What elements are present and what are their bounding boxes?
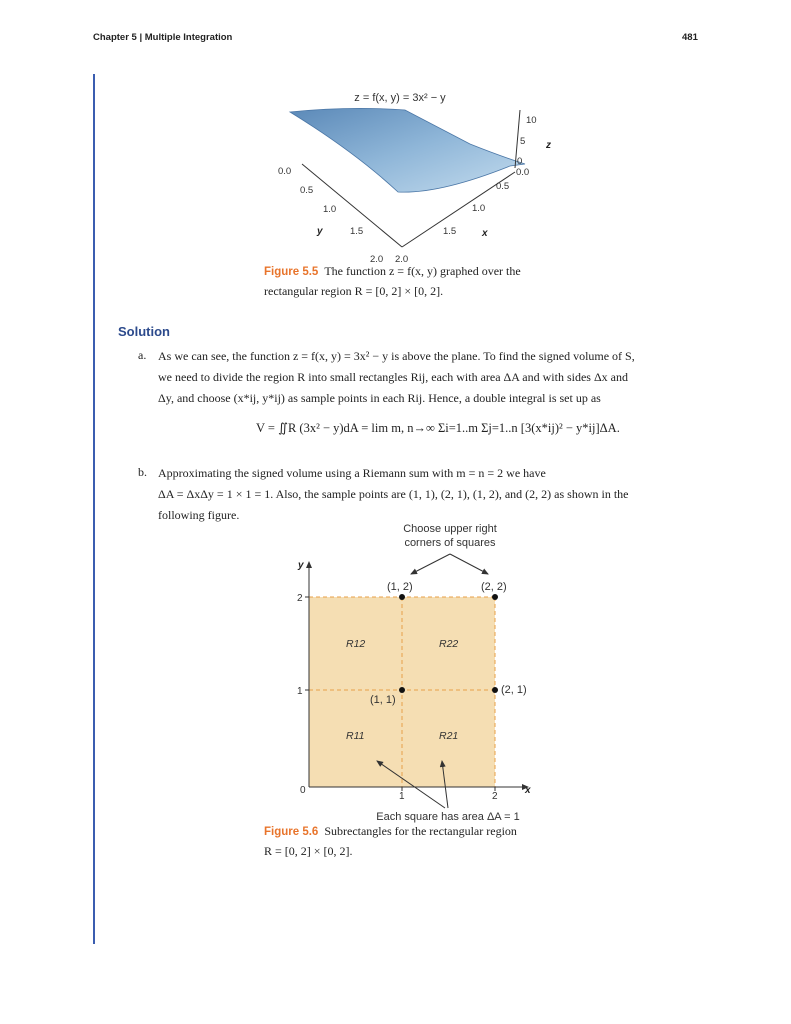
top-note-line: corners of squares (404, 537, 496, 549)
page-number: 481 (682, 32, 698, 43)
y-tick-label: 1 (297, 686, 303, 697)
region-label-r21: R21 (439, 730, 459, 742)
x-tick-label: 1 (399, 791, 405, 802)
x-tick: 1.0 (472, 203, 486, 214)
y-tick-label: 0 (300, 785, 306, 796)
top-note-line: Choose upper right (403, 523, 497, 535)
z-tick: 5 (520, 136, 526, 147)
x-axis-label: x (482, 228, 488, 239)
list-marker-b: b. (138, 465, 147, 479)
text-line: ΔA = ΔxΔy = 1 × 1 = 1. Also, the sample points are (1, 1), (2, 1), (1, 2), and (2, 2) as shown in the (158, 487, 629, 501)
y-axis-label: y (298, 560, 304, 571)
point-label-2-2: (2, 2) (481, 581, 507, 593)
figure-5-5-caption (264, 262, 521, 301)
surface-shape (290, 108, 525, 192)
point-label-1-1: (1, 1) (370, 694, 396, 706)
sample-point (492, 594, 498, 600)
x-tick: 2.0 (395, 254, 409, 264)
region-label-r11: R11 (346, 730, 365, 742)
subrectangle-figure (280, 518, 550, 824)
pointer-arrow (411, 554, 450, 574)
x-axis-label: x (525, 785, 531, 796)
figure-5-6-caption (264, 822, 517, 861)
z-tick: 0 (517, 156, 523, 167)
text-line: As we can see, the function z = f(x, y) = 3x² − y is above the plane. To find the signed volume of S, (158, 349, 635, 363)
pointer-arrow (450, 554, 488, 574)
surface-plot (270, 82, 560, 264)
text-line: we need to divide the region R into small rectangles Rij, each with area ΔA and with sides Δx and (158, 370, 628, 384)
margin-rule (93, 74, 95, 944)
list-marker-a: a. (138, 348, 147, 362)
region-label-r12: R12 (346, 638, 366, 650)
double-integral-equation: V = ∬R (3x² − y)dA = lim m, n→∞ Σi=1..m Σj=1..n [3(x*ij)² − y*ij]ΔA. (256, 421, 620, 435)
figure-5-5-label: Figure 5.5 (264, 266, 319, 278)
y-tick: 2.0 (370, 254, 384, 264)
point-label-1-2: (1, 2) (387, 581, 413, 593)
y-tick: 1.0 (323, 204, 337, 215)
solution-part-b (158, 463, 674, 526)
z-axis-label: z (546, 140, 551, 151)
text-line: Δy, and choose (x*ij, y*ij) as sample points in each Rij. Hence, a double integral is set up as (158, 391, 601, 405)
solution-heading: Solution (118, 324, 170, 339)
x-tick: 0.0 (516, 167, 530, 178)
text-line: following figure. (158, 508, 240, 522)
y-tick: 0.0 (278, 166, 292, 177)
text-line: Approximating the signed volume using a Riemann sum with m = n = 2 we have (158, 466, 546, 480)
sample-point (399, 687, 405, 693)
caption-line: rectangular region R = [0, 2] × [0, 2]. (264, 284, 444, 298)
z-tick: 10 (526, 115, 537, 126)
caption-line: Subrectangles for the rectangular region (324, 824, 517, 838)
bottom-note: Each square has area ΔA = 1 (376, 811, 520, 823)
caption-line: R = [0, 2] × [0, 2]. (264, 844, 353, 858)
x-tick-label: 2 (492, 791, 498, 802)
x-tick: 0.5 (496, 181, 510, 192)
figure-5-6-label: Figure 5.6 (264, 826, 319, 838)
surface-plot-title: z = f(x, y) = 3x² − y (354, 92, 446, 104)
y-tick: 0.5 (300, 185, 314, 196)
region-label-r22: R22 (439, 638, 459, 650)
sample-point (492, 687, 498, 693)
solution-part-a (158, 346, 674, 409)
caption-line: The function z = f(x, y) graphed over the (324, 264, 521, 278)
chapter-header: Chapter 5 | Multiple Integration (93, 32, 233, 43)
y-tick-label: 2 (297, 593, 303, 604)
x-tick: 1.5 (443, 226, 457, 237)
sample-point (399, 594, 405, 600)
y-tick: 1.5 (350, 226, 364, 237)
y-axis-label: y (317, 226, 323, 237)
point-label-2-1: (2, 1) (501, 684, 527, 696)
